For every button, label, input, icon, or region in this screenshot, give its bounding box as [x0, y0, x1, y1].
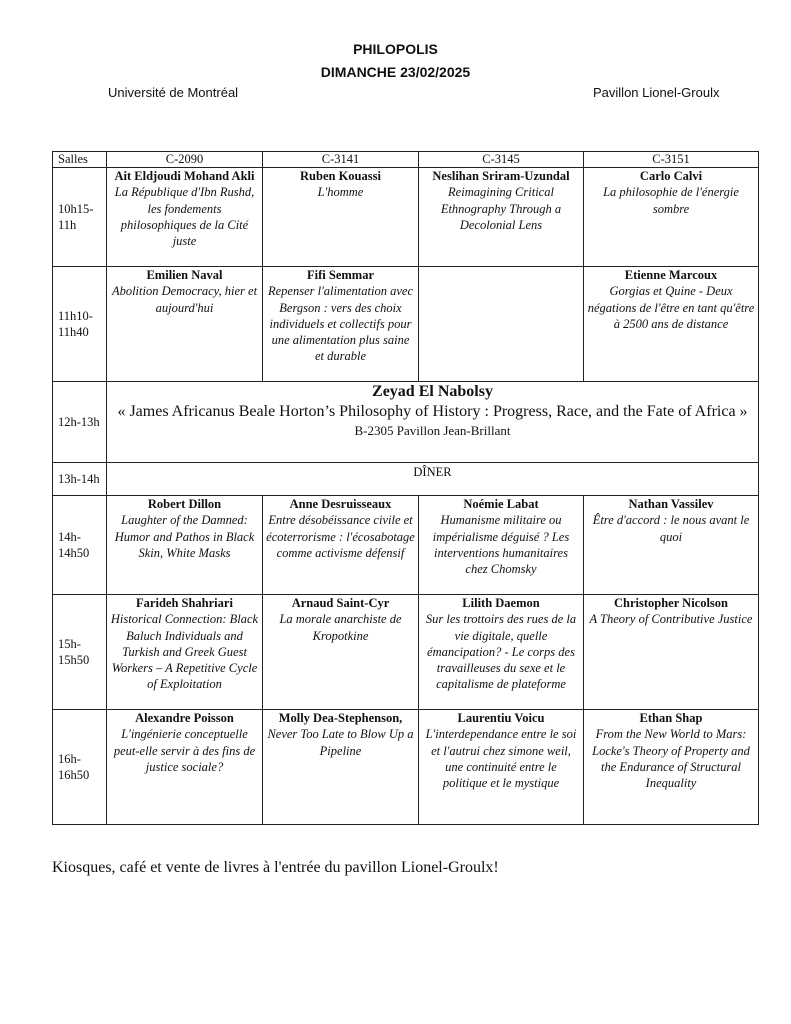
- talk-title: La République d'Ibn Rushd, les fondements philosophiques de la Cité juste: [114, 185, 255, 249]
- talk-title: Sur les trottoirs des rues de la vie digitale, quelle émancipation? - Le corps des travailleuses du sexe et le capitalisme de plateforme: [425, 612, 577, 692]
- session-cell: [263, 168, 419, 267]
- session-cell: [584, 496, 759, 595]
- keynote-cell: [107, 382, 759, 463]
- session-cell: [584, 267, 759, 382]
- speaker-name: Farideh Shahriari: [136, 596, 233, 610]
- talk-title: L'homme: [317, 185, 364, 200]
- speaker-name: Alexandre Poisson: [135, 711, 234, 725]
- session-cell: [263, 595, 419, 710]
- document-date: DIMANCHE 23/02/2025: [320, 64, 471, 80]
- speaker-name: Lilith Daemon: [462, 596, 540, 610]
- speaker-name: Laurentiu Voicu: [457, 711, 545, 725]
- column-header-room: C-2090: [107, 152, 263, 168]
- slot-row: [53, 496, 759, 595]
- footer-note: Kiosques, café et vente de livres à l'entrée du pavillon Lionel-Groulx!: [52, 859, 499, 876]
- header-row: [53, 152, 759, 168]
- talk-title: Être d'accord : le nous avant le quoi: [592, 513, 750, 544]
- session-cell: [584, 168, 759, 267]
- speaker-name: Ethan Shap: [639, 711, 703, 725]
- time-cell: 12h-13h: [53, 382, 107, 463]
- session-cell: [107, 168, 263, 267]
- keynote-title: « James Africanus Beale Horton’s Philosophy of History : Progress, Race, and the Fate of Africa »: [117, 403, 748, 420]
- keynote-row: [53, 382, 759, 463]
- session-cell: [107, 710, 263, 825]
- talk-title: Historical Connection: Black Baluch Individuals and Turkish and Greek Guest Workers – A Repetitive Cycle of Exploitation: [110, 612, 259, 692]
- talk-title: Repenser l'alimentation avec Bergson : vers des choix individuels et collectifs pour une alimentation plus saine et durable: [268, 284, 413, 364]
- talk-title: La morale anarchiste de Kropotkine: [279, 612, 402, 643]
- talk-title: Humanisme militaire ou impérialisme déguisé ? Les interventions humanitaires chez Chomsky: [432, 513, 570, 577]
- time-cell: 16h-16h50: [53, 710, 107, 825]
- session-cell: [263, 267, 419, 382]
- university-name: Université de Montréal: [108, 85, 239, 100]
- session-cell: [107, 595, 263, 710]
- document-title: PHILOPOLIS: [353, 41, 438, 57]
- speaker-name: Emilien Naval: [146, 268, 223, 282]
- time-cell: 13h-14h: [53, 463, 107, 496]
- speaker-name: Neslihan Sriram-Uzundal: [432, 169, 570, 183]
- time-cell: 10h15-11h: [53, 168, 107, 267]
- session-cell: [263, 496, 419, 595]
- talk-title: Gorgias et Quine - Deux négations de l'être en tant qu'être à 2500 ans de distance: [587, 284, 755, 331]
- slot-row: [53, 267, 759, 382]
- slot-row: [53, 595, 759, 710]
- talk-title: Entre désobéissance civile et écoterrorisme : l'écosabotage comme activisme défensif: [266, 513, 415, 560]
- speaker-name: Etienne Marcoux: [624, 268, 718, 282]
- speaker-name: Noémie Labat: [463, 497, 539, 511]
- talk-title: From the New World to Mars: Locke's Theory of Property and the Endurance of Structural Inequality: [592, 727, 750, 791]
- keynote-location: B-2305 Pavillon Jean-Brillant: [354, 423, 511, 438]
- column-header-room: C-3151: [584, 152, 759, 168]
- time-cell: 14h-14h50: [53, 496, 107, 595]
- talk-title: L'ingénierie conceptuelle peut-elle servir à des fins de justice sociale?: [113, 727, 256, 774]
- column-header-room: C-3145: [419, 152, 584, 168]
- session-cell: [263, 710, 419, 825]
- time-cell: 11h10-11h40: [53, 267, 107, 382]
- building-name: Pavillon Lionel-Groulx: [593, 85, 720, 100]
- column-header-room: C-3141: [263, 152, 419, 168]
- talk-title: Never Too Late to Blow Up a Pipeline: [267, 727, 414, 758]
- speaker-name: Carlo Calvi: [639, 169, 703, 183]
- talk-title: Abolition Democracy, hier et aujourd'hui: [111, 284, 258, 315]
- talk-title: Reimagining Critical Ethnography Through a Decolonial Lens: [440, 185, 562, 232]
- schedule-table: [52, 151, 759, 825]
- lunch-row: [53, 463, 759, 496]
- session-cell: [419, 168, 584, 267]
- session-cell: [584, 595, 759, 710]
- session-cell: [107, 267, 263, 382]
- talk-title: L'interdependance entre le soi et l'autrui chez simone weil, une continuité entre le politique et le mystique: [425, 727, 577, 791]
- speaker-name: Christopher Nicolson: [613, 596, 728, 610]
- session-cell: [419, 595, 584, 710]
- slot-row: [53, 168, 759, 267]
- slot-row: [53, 710, 759, 825]
- column-header-salles: Salles: [53, 152, 107, 168]
- speaker-name: Robert Dillon: [147, 497, 222, 511]
- session-cell: [419, 496, 584, 595]
- lunch-cell: DÎNER: [107, 463, 759, 496]
- speaker-name: Molly Dea-Stephenson,: [278, 711, 403, 725]
- empty-session-cell: [419, 267, 584, 382]
- speaker-name: Ruben Kouassi: [300, 169, 381, 183]
- speaker-name: Fifi Semmar: [307, 268, 374, 282]
- speaker-name: Ait Eldjoudi Mohand Akli: [114, 169, 255, 183]
- speaker-name: Anne Desruisseaux: [289, 497, 392, 511]
- session-cell: [584, 710, 759, 825]
- time-cell: 15h-15h50: [53, 595, 107, 710]
- session-cell: [419, 710, 584, 825]
- keynote-speaker: Zeyad El Nabolsy: [372, 383, 493, 400]
- speaker-name: Nathan Vassilev: [628, 497, 714, 511]
- talk-title: La philosophie de l'énergie sombre: [603, 185, 739, 216]
- talk-title: Laughter of the Damned: Humor and Pathos in Black Skin, White Masks: [114, 513, 255, 560]
- session-cell: [107, 496, 263, 595]
- speaker-name: Arnaud Saint-Cyr: [291, 596, 390, 610]
- talk-title: A Theory of Contributive Justice: [589, 612, 753, 627]
